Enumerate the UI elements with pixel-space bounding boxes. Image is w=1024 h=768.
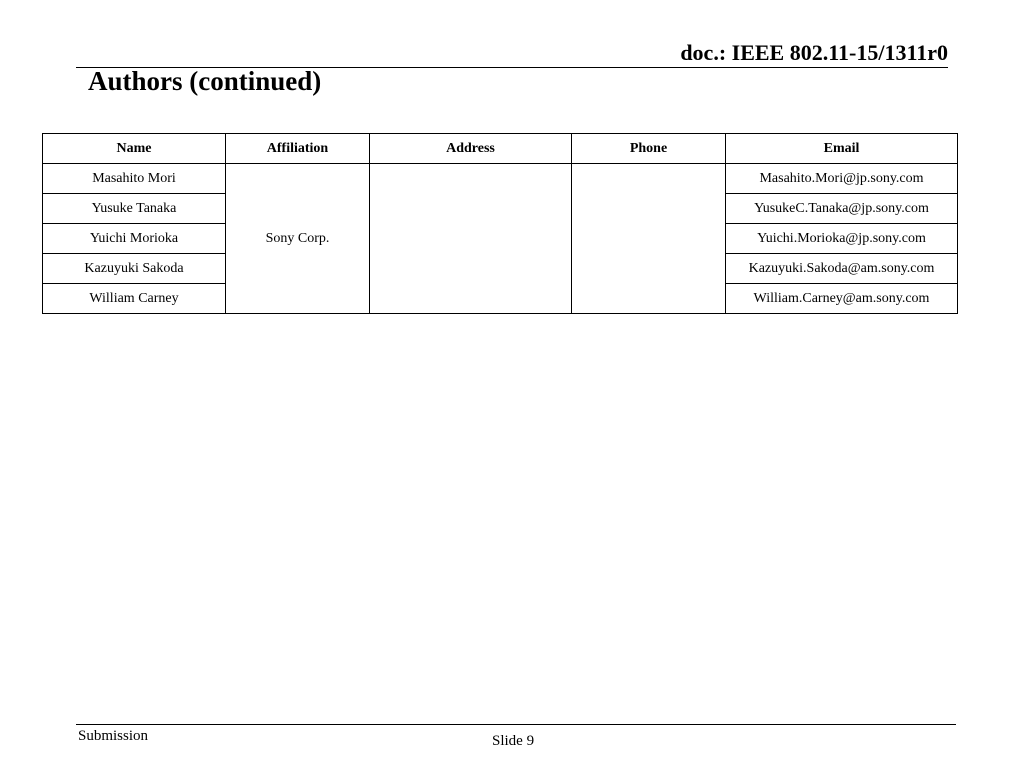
author-email: Kazuyuki.Sakoda@am.sony.com bbox=[726, 254, 958, 284]
author-email: Yuichi.Morioka@jp.sony.com bbox=[726, 224, 958, 254]
author-name: Kazuyuki Sakoda bbox=[43, 254, 226, 284]
author-email: William.Carney@am.sony.com bbox=[726, 284, 958, 314]
column-header-name: Name bbox=[43, 134, 226, 164]
column-header-affiliation: Affiliation bbox=[226, 134, 370, 164]
footer-submission: Submission bbox=[78, 728, 149, 744]
authors-table bbox=[42, 133, 958, 314]
author-email: YusukeC.Tanaka@jp.sony.com bbox=[726, 194, 958, 224]
column-header-address: Address bbox=[370, 134, 572, 164]
author-name: William Carney bbox=[43, 284, 226, 314]
affiliation-cell: Sony Corp. bbox=[226, 164, 370, 314]
author-email: Masahito.Mori@jp.sony.com bbox=[726, 164, 958, 194]
author-name: Yuichi Morioka bbox=[43, 224, 226, 254]
author-name: Yusuke Tanaka bbox=[43, 194, 226, 224]
slide-title: Authors (continued) bbox=[88, 66, 322, 96]
slide-number: Slide 9 bbox=[492, 733, 535, 749]
table-row bbox=[43, 164, 958, 194]
document-id: doc.: IEEE 802.11-15/1311r0 bbox=[680, 40, 948, 65]
address-cell bbox=[370, 164, 572, 314]
footer-divider bbox=[76, 724, 956, 725]
column-header-phone: Phone bbox=[572, 134, 726, 164]
column-header-email: Email bbox=[726, 134, 958, 164]
author-name: Masahito Mori bbox=[43, 164, 226, 194]
phone-cell bbox=[572, 164, 726, 314]
table-header-row bbox=[43, 134, 958, 164]
